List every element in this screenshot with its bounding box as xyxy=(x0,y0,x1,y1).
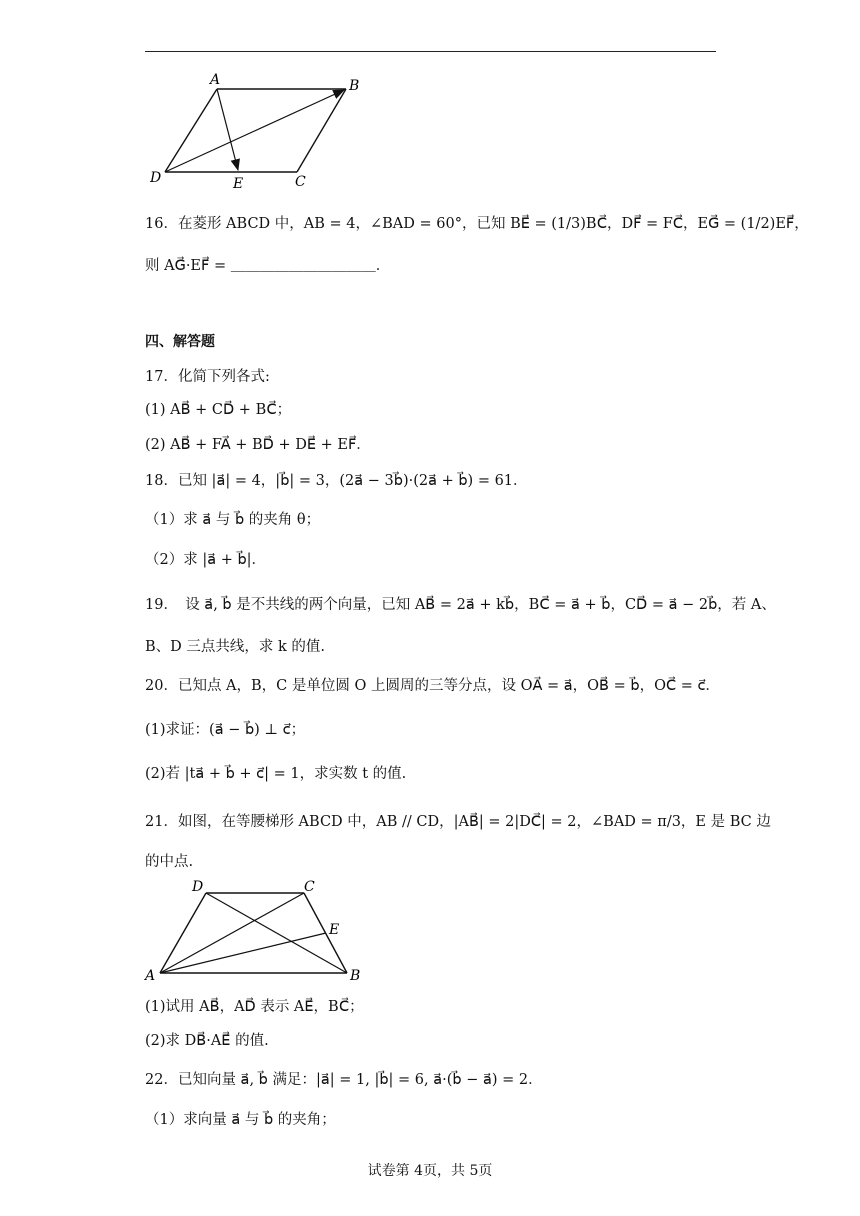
q21-part1: (1)试用 AB⃗，AD⃗ 表示 AE⃗，BC⃗； xyxy=(145,999,364,1015)
q21-line2: 的中点. xyxy=(145,854,194,870)
vector-AE xyxy=(217,89,238,170)
q17-part2: (2) AB⃗ + FA⃗ + BD⃗ + DE⃗ + EF⃗． xyxy=(145,437,371,453)
q21-line1: 21．如图，在等腰梯形 ABCD 中，AB // CD，|AB⃗| = 2|DC⃗| = 2，∠BAD = π/3，E 是 BC 边 xyxy=(145,814,771,830)
q18-stem: 18．已知 |a⃗| = 4，|b⃗| = 3，(2a⃗ − 3b⃗)·(2a⃗ + b⃗) = 61． xyxy=(145,473,528,489)
q19-line1: 19． 设 a⃗, b⃗ 是不共线的两个向量，已知 AB⃗ = 2a⃗ + kb⃗，BC⃗ = a⃗ + b⃗，CD⃗ = a⃗ − 2b⃗，若 A、 xyxy=(145,597,776,613)
trapezoid-figure xyxy=(140,876,380,988)
label-B: B xyxy=(350,968,361,984)
label-B: B xyxy=(349,78,360,94)
q17-stem: 17．化简下列各式: xyxy=(145,369,270,385)
q22-part1: （1）求向量 a⃗ 与 b⃗ 的夹角； xyxy=(145,1112,336,1128)
page-footer: 试卷第 4页，共 5页 xyxy=(367,1163,493,1179)
q20-part2: (2)若 |ta⃗ + b⃗ + c⃗| = 1，求实数 t 的值. xyxy=(145,766,407,782)
label-C: C xyxy=(295,174,306,190)
diagonal-AC xyxy=(160,893,304,973)
edge-AD xyxy=(160,893,206,973)
q20-stem: 20．已知点 A，B，C 是单位圆 O 上圆周的三等分点，设 OA⃗ = a⃗，OB⃗ = b⃗，OC⃗ = c⃗． xyxy=(145,678,720,694)
q19-line2: B、D 三点共线，求 k 的值. xyxy=(145,639,326,655)
label-A: A xyxy=(145,968,156,984)
header-rule xyxy=(145,51,716,52)
q18-part1: （1）求 a⃗ 与 b⃗ 的夹角 θ； xyxy=(145,512,321,528)
rhombus-figure xyxy=(140,70,370,195)
q16-line1: 16．在菱形 ABCD 中，AB = 4，∠BAD = 60°，已知 BE⃗ = (1/3)BC⃗，DF⃗ = FC⃗，EG⃗ = (1/2)EF⃗， xyxy=(145,216,809,232)
q17-part1: (1) AB⃗ + CD⃗ + BC⃗； xyxy=(145,402,292,418)
label-D: D xyxy=(150,170,162,186)
q18-part2: （2）求 |a⃗ + b⃗|． xyxy=(145,552,267,568)
q16-line2: 则 AG⃗·EF⃗ = ＿＿＿＿＿＿＿＿＿＿． xyxy=(145,258,391,274)
section-title: 四、解答题 xyxy=(145,334,215,350)
q21-part2: (2)求 DB⃗·AE⃗ 的值. xyxy=(145,1033,269,1049)
edge-BC xyxy=(297,89,346,172)
diagonal-DB xyxy=(165,90,344,172)
q22-stem: 22．已知向量 a⃗, b⃗ 满足：|a⃗| = 1, |b⃗| = 6, a⃗·(b⃗ − a⃗) = 2． xyxy=(145,1072,543,1088)
label-D: D xyxy=(192,879,204,895)
label-E: E xyxy=(329,922,340,938)
label-E: E xyxy=(233,176,244,192)
q20-part1: (1)求证：(a⃗ − b⃗) ⊥ c⃗； xyxy=(145,722,306,738)
label-C: C xyxy=(304,879,315,895)
label-A: A xyxy=(210,72,221,88)
segment-AE xyxy=(160,933,326,973)
